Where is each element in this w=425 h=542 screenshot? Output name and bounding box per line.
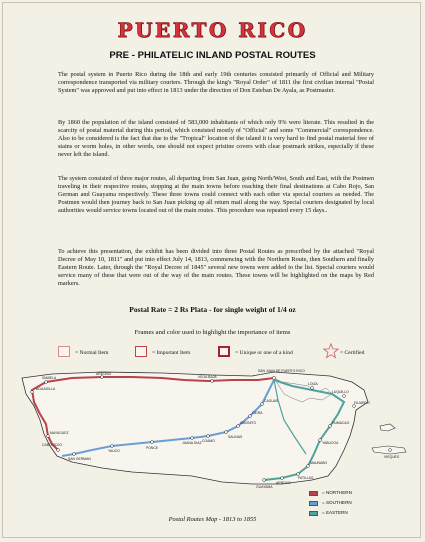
town-label: SAN JUAN DE PUERTO RICO bbox=[258, 369, 305, 373]
unique-frame-swatch bbox=[218, 346, 230, 357]
town-label: MAYAGUEZ bbox=[50, 431, 69, 435]
postal-rate: Postal Rate = 2 Rs Plata - for single weight of 1/4 oz bbox=[129, 305, 296, 314]
legend-northern bbox=[309, 490, 409, 498]
population-paragraph: By 1860 the population of the island consisted of 583,000 inhabitants of which only 9% were literate. This resulted in the scarcity of postal material during this period, which consisted mostly of "Official" and some "Commercial" correspondence. Also to be considered is the fact that due to the "Tropical" location of the island it is very hard to find postal material free of stains or worm holes, in other words, one should not expect pristine covers with clear postmark strikes, especially if these never left the island. bbox=[58, 119, 374, 159]
legend-southern bbox=[309, 500, 409, 508]
town-label: AGUADILLA bbox=[36, 387, 56, 391]
town-label: COAMO bbox=[202, 439, 215, 443]
normal-frame-swatch bbox=[58, 346, 70, 357]
culebra-island bbox=[380, 424, 395, 431]
town-label: FAJARDO bbox=[354, 401, 370, 405]
presentation-paragraph: To achieve this presentation, the exhibit has been divided into three Postal Routes as prescribed by the attached "Royal Decree of May 10, 1811" and put into effect July 14, 1813, commencing with the Northern Route, then Southern and finally Eastern Route. Later, through the "Royal Decree of 1845" several new towns were added to the list. Special couriers would service many of these that were out of the way of the main routes. These towns will be highlighted on the maps by Red markers. bbox=[58, 248, 374, 288]
page-subtitle: PRE - PHILATELIC INLAND POSTAL ROUTES bbox=[109, 50, 316, 61]
town-label: CAGUAS bbox=[264, 399, 279, 403]
town-label: SAN GERMAN bbox=[68, 457, 91, 461]
town-label: CABO ROJO bbox=[42, 443, 62, 447]
route-label: = NORTHERN bbox=[322, 490, 352, 495]
town-label: YAUCO bbox=[108, 449, 120, 453]
town-label: LUQUILLO bbox=[332, 390, 349, 394]
town-label: MAUNABO bbox=[310, 461, 328, 465]
important-frame-swatch bbox=[135, 346, 147, 357]
town-label: LOIZA bbox=[308, 382, 318, 386]
route-label: = SOUTHERN bbox=[322, 500, 352, 505]
legend-label: = Important Item bbox=[152, 350, 191, 356]
town-label: SALINAS bbox=[228, 435, 243, 439]
town-label: JUANA DIAZ bbox=[182, 441, 202, 445]
town-label: VIEQUES bbox=[384, 455, 400, 459]
town-label: ARECIBO bbox=[96, 372, 112, 376]
town-label: CIDRA bbox=[252, 411, 263, 415]
legend-label: = Certified bbox=[340, 350, 365, 356]
legend-label: = Unique or one of a kind bbox=[235, 350, 293, 356]
routes-paragraph: The system consisted of three major routes, all departing from San Juan, going North/West, South and East, with the Postmen traveling in their respective routes, stopping at the main towns before reaching their final destinations at Cabo Rojo, San German and Guayama respectively. These three towns could connect with each other via special couriers as needed. The Postmen would then journey back to San Juan picking up all return mail along the way. Special couriers designated by local authorities would service towns located out of the main routes. This procedure was repeated every 15 days.. bbox=[58, 175, 374, 215]
southern-swatch bbox=[309, 501, 318, 506]
town-label: YABUCOA bbox=[322, 441, 339, 445]
town-label: PONCE bbox=[146, 446, 159, 450]
island-outline bbox=[22, 372, 368, 484]
town-label: ISABELA bbox=[42, 376, 57, 380]
route-label: = EASTERN bbox=[322, 510, 348, 515]
frames-caption: Frames and color used to highlight the importance of items bbox=[134, 329, 291, 336]
town-label: GUAYAMA bbox=[256, 485, 273, 489]
town-label: PATILLAS bbox=[298, 476, 314, 480]
page-title: PUERTO RICO bbox=[117, 18, 308, 42]
town-label: ARROYO bbox=[276, 481, 291, 485]
northern-swatch bbox=[309, 491, 318, 496]
intro-paragraph: The postal system in Puerto Rico during the 18th and early 19th centuries consisted primarily of Official and Military correspondence transported via military couriers. Through the king's "Royal Order" of 1811 the first civilian internal "Postal System" was approved and put into effect in 1813 under the direction of Don Esteban De Ayala, as Postmaster. bbox=[58, 71, 374, 95]
town-label: VEGA BAJA bbox=[198, 375, 217, 379]
town-label: AIBONITO bbox=[240, 421, 257, 425]
legend-label: = Normal Item bbox=[75, 350, 109, 356]
town-label: HUMACAO bbox=[332, 421, 350, 425]
map-caption: Postal Routes Map - 1813 to 1855 bbox=[168, 516, 257, 523]
star-icon bbox=[323, 343, 339, 359]
